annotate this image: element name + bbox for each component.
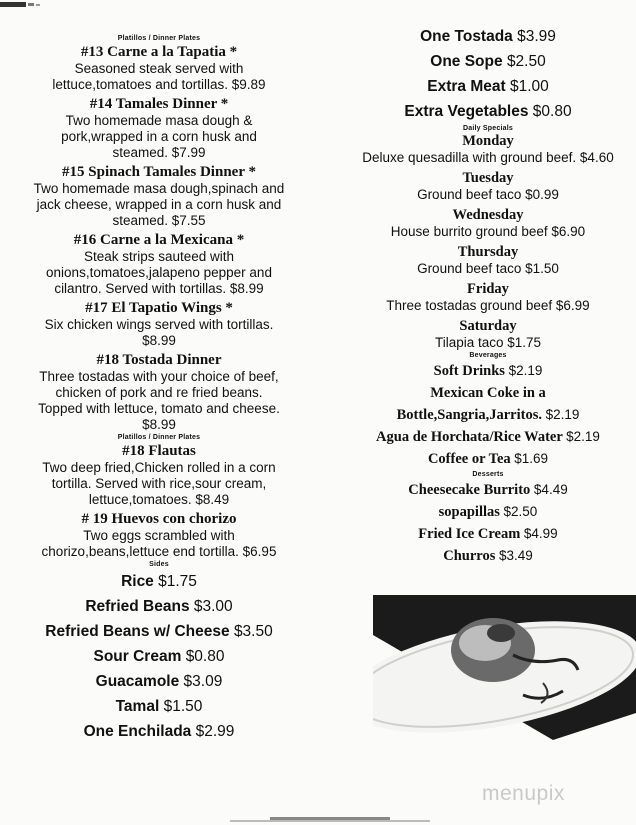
beverage-item [340, 448, 636, 470]
dessert-price: $2.50 [503, 504, 538, 519]
menu-item [0, 351, 318, 433]
beverage-price: $2.19 [508, 363, 543, 378]
side-price: $0.80 [185, 648, 225, 665]
scan-artifact-bottom [230, 812, 430, 825]
dessert-price: $4.49 [533, 482, 568, 497]
watermark-logo: menupix [482, 782, 565, 805]
sides-list [0, 569, 318, 744]
beverage-price: $1.69 [514, 451, 549, 466]
beverage-name: Bottle,Sangria,Jarritos. [396, 407, 542, 423]
menu-item [0, 95, 318, 161]
special-item [340, 133, 636, 166]
desc-line: chicken of pork and re fried beans. [55, 385, 263, 400]
side-name: Tamal [115, 698, 160, 715]
special-day: Friday [467, 281, 509, 297]
item-description [0, 113, 318, 161]
special-desc: House burrito ground beef $6.90 [390, 224, 586, 239]
menu-item [0, 43, 318, 93]
item-description [0, 61, 318, 93]
menu-item [0, 442, 318, 508]
special-desc: Ground beef taco $0.99 [417, 187, 559, 202]
beverage-item [340, 360, 636, 382]
desc-line: Seasoned steak served with [74, 61, 244, 76]
menu-item [0, 163, 318, 229]
desc-line: Two homemade masa dough & [65, 113, 253, 128]
special-day: Saturday [459, 318, 517, 334]
side-price: $1.75 [158, 573, 197, 590]
item-description [0, 528, 318, 560]
extra-item [340, 99, 636, 124]
extra-item [340, 74, 636, 99]
beverage-item [340, 404, 636, 426]
extra-item [340, 49, 636, 74]
desc-line: $8.99 [142, 417, 176, 432]
menu-item [0, 510, 318, 560]
extra-name: Extra Meat [427, 78, 506, 95]
desc-line: jack cheese, wrapped in a corn husk and [36, 197, 282, 212]
desc-line: Two homemade masa dough,spinach and [33, 181, 285, 196]
beverage-name: Agua de Horchata/Rice Water [376, 429, 563, 445]
special-item [340, 318, 636, 351]
desc-line: Three tostadas with your choice of beef, [39, 369, 279, 384]
special-desc: Deluxe quesadilla with ground beef. $4.60 [362, 150, 614, 165]
dessert-name: Churros [443, 548, 496, 564]
dessert-name: Cheesecake Burrito [408, 482, 531, 498]
section-header-desserts: Desserts [472, 471, 504, 478]
side-name: Refried Beans [85, 598, 190, 615]
extra-name: Extra Vegetables [404, 103, 529, 120]
side-name: Refried Beans w/ Cheese [45, 623, 230, 640]
desc-line: Two deep fried,Chicken rolled in a corn [42, 460, 276, 475]
dessert-item [340, 523, 636, 545]
menu-item [0, 299, 318, 349]
beverages-list [340, 360, 636, 470]
menu-item [0, 231, 318, 297]
special-item [340, 244, 636, 277]
section-header-daily-specials: Daily Specials [463, 125, 513, 132]
dessert-name: Fried Ice Cream [418, 526, 521, 542]
specials-list [340, 133, 636, 351]
dessert-item [340, 501, 636, 523]
item-description [0, 181, 318, 229]
item-title: #16 Carne a la Mexicana * [73, 232, 245, 248]
special-desc: Ground beef taco $1.50 [417, 261, 559, 276]
special-item [340, 207, 636, 240]
side-item [0, 644, 318, 669]
item-title: #18 Flautas [122, 443, 196, 459]
side-item [0, 619, 318, 644]
desc-line: cilantro. Served with tortillas. $8.99 [54, 281, 264, 296]
right-column [340, 0, 636, 567]
side-name: One Enchilada [83, 723, 192, 740]
special-day: Wednesday [452, 207, 524, 223]
beverage-name: Mexican Coke in a [430, 385, 546, 401]
side-item [0, 594, 318, 619]
desc-line: steamed. $7.99 [112, 145, 206, 160]
desc-line: pork,wrapped in a corn husk and [61, 129, 257, 144]
desserts-list [340, 479, 636, 567]
dessert-name: sopapillas [438, 504, 500, 520]
desc-line: chorizo,beans,lettuce end tortilla. $6.95 [41, 544, 277, 559]
extra-item [340, 24, 636, 49]
extra-name: One Tostada [420, 28, 513, 45]
side-price: $3.09 [183, 673, 223, 690]
left-column [0, 0, 318, 744]
extras-list [340, 24, 636, 124]
desc-line: onions,tomatoes,jalapeno pepper and [46, 265, 272, 280]
extra-price: $2.50 [506, 53, 546, 70]
beverage-item [340, 426, 636, 448]
dessert-price: $3.49 [498, 548, 533, 563]
special-desc: Three tostadas ground beef $6.99 [386, 298, 590, 313]
beverage-name: Coffee or Tea [427, 451, 511, 467]
desc-line: Topped with lettuce, tomato and cheese. [38, 401, 280, 416]
desc-line: steamed. $7.55 [112, 213, 206, 228]
item-description [0, 369, 318, 433]
desc-line: Two eggs scrambled with [83, 528, 235, 543]
item-description [0, 460, 318, 508]
item-title: #13 Carne a la Tapatia * [80, 44, 238, 60]
side-price: $3.50 [233, 623, 273, 640]
special-desc: Tilapia taco $1.75 [434, 335, 542, 350]
desc-line: lettuce,tomatoes. $8.49 [88, 492, 230, 507]
side-name: Rice [121, 573, 154, 590]
dessert-photo [373, 595, 636, 740]
item-title: # 19 Huevos con chorizo [81, 511, 237, 527]
side-price: $2.99 [195, 723, 235, 740]
extra-price: $1.00 [509, 78, 549, 95]
dessert-price: $4.99 [523, 526, 558, 541]
dessert-item [340, 545, 636, 567]
item-description [0, 317, 318, 349]
desc-line: lettuce,tomatoes and tortillas. $9.89 [52, 77, 266, 92]
desc-line: tortilla. Served with rice,sour cream, [51, 476, 267, 491]
special-item [340, 281, 636, 314]
side-item [0, 669, 318, 694]
special-item [340, 170, 636, 203]
item-title: #15 Spinach Tamales Dinner * [62, 164, 256, 180]
desc-line: Six chicken wings served with tortillas. [44, 317, 274, 332]
beverage-price: $2.19 [566, 429, 600, 444]
item-title: #18 Tostada Dinner [96, 352, 222, 368]
extra-price: $3.99 [517, 28, 556, 45]
special-day: Monday [462, 133, 514, 149]
section-header-sides: Sides [149, 561, 169, 568]
beverage-item [340, 382, 636, 404]
section-header-dinner-plates: Platillos / Dinner Plates [117, 35, 201, 42]
item-title: #14 Tamales Dinner * [89, 96, 229, 112]
desc-line: $8.99 [142, 333, 176, 348]
extra-name: One Sope [430, 53, 503, 70]
section-header-dinner-plates-2: Platillos / Dinner Plates [117, 434, 201, 441]
side-item [0, 719, 318, 744]
beverage-price: $2.19 [545, 407, 580, 422]
side-item [0, 569, 318, 594]
item-description [0, 249, 318, 297]
side-item [0, 694, 318, 719]
section-header-beverages: Beverages [469, 352, 507, 359]
side-name: Sour Cream [93, 648, 182, 665]
side-price: $3.00 [193, 598, 233, 615]
special-day: Thursday [457, 244, 519, 260]
side-name: Guacamole [95, 673, 180, 690]
dessert-item [340, 479, 636, 501]
extra-price: $0.80 [532, 103, 572, 120]
side-price: $1.50 [163, 698, 203, 715]
desc-line: Steak strips sauteed with [83, 249, 235, 264]
item-title: #17 El Tapatio Wings * [85, 300, 233, 316]
special-day: Tuesday [462, 170, 514, 186]
beverage-name: Soft Drinks [433, 363, 505, 379]
